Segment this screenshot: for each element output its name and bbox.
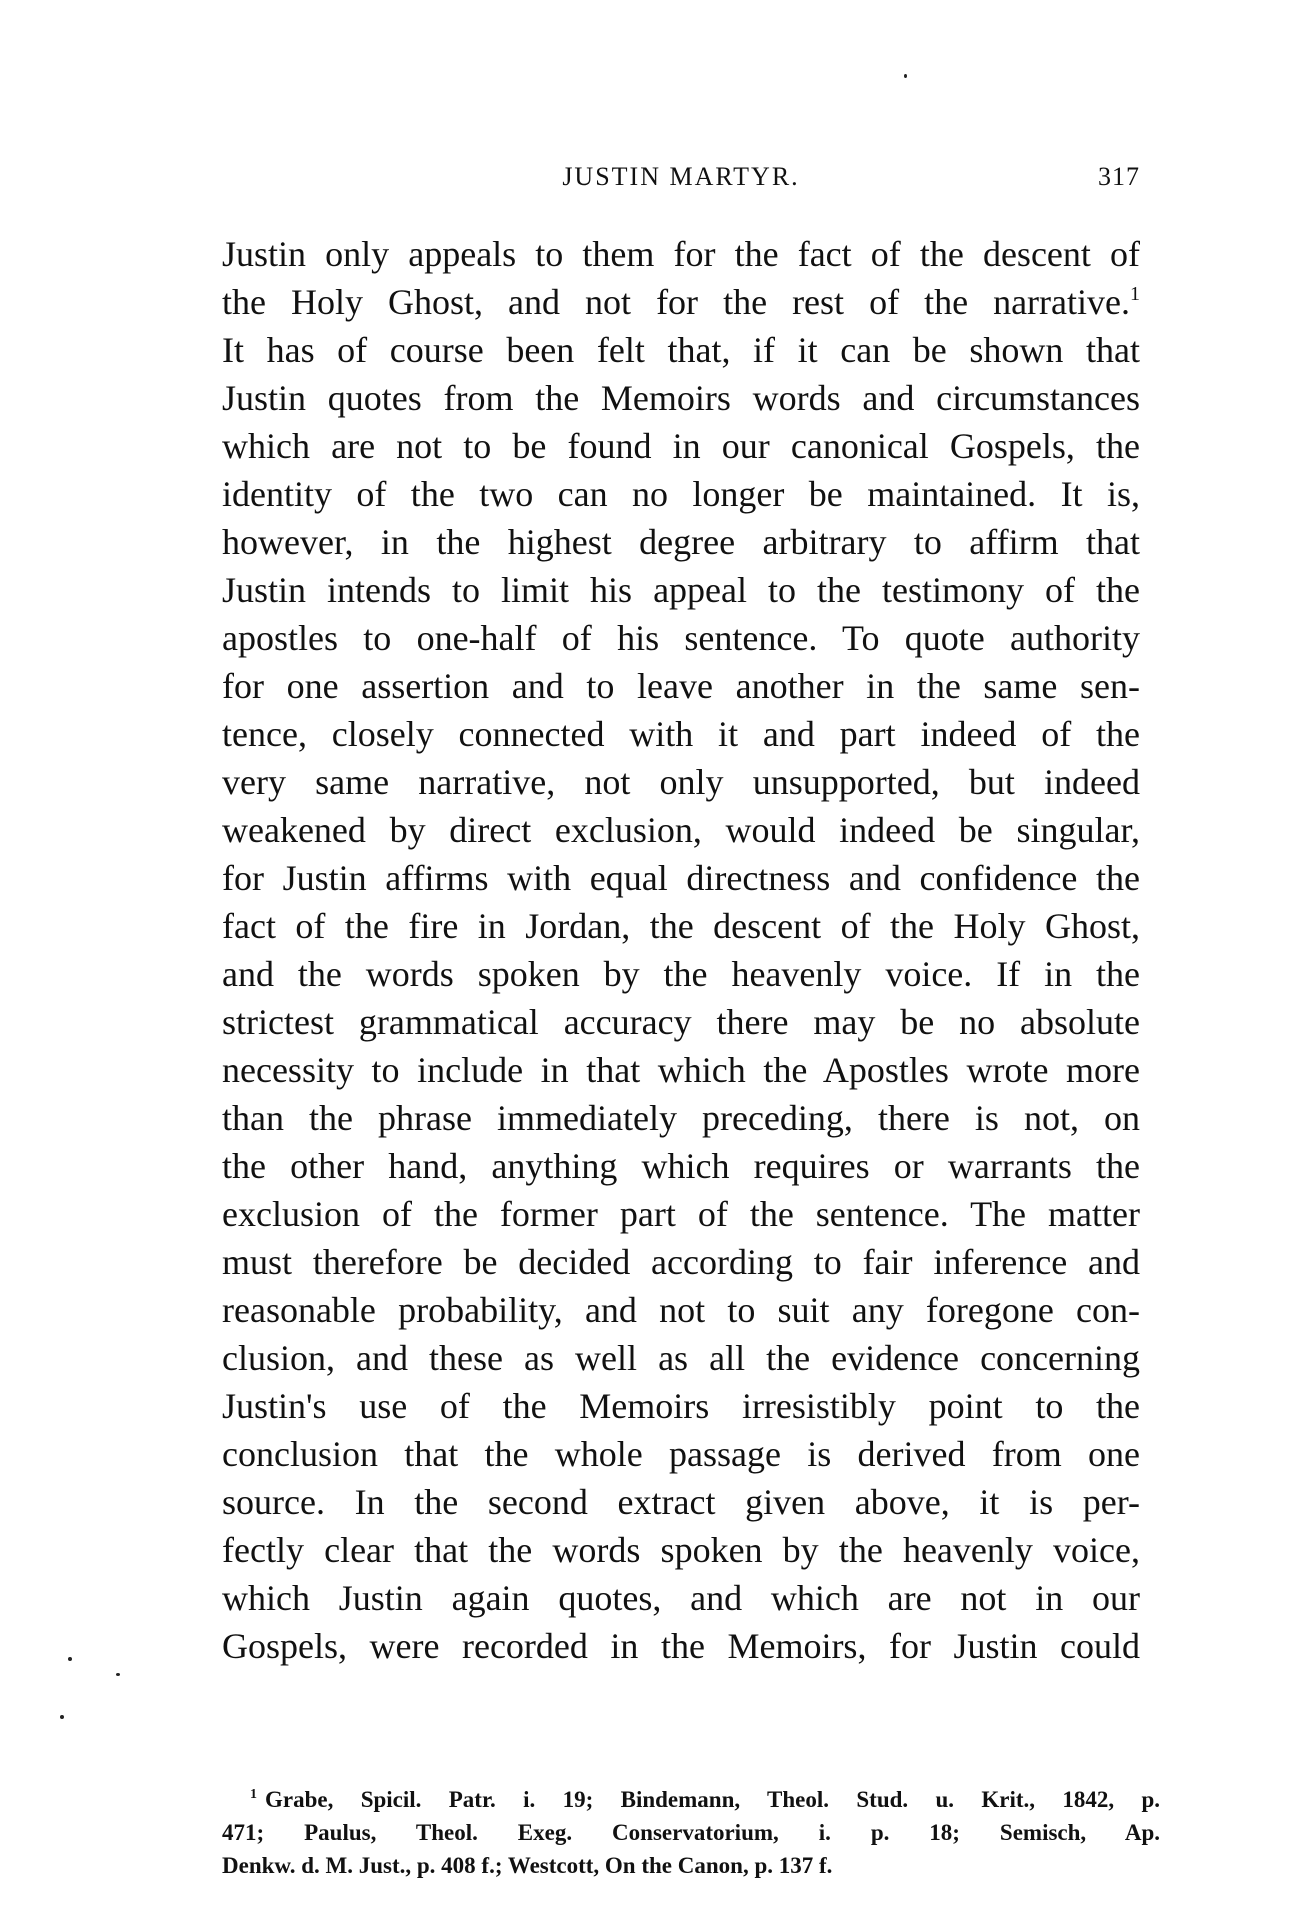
footnote-line (222, 1783, 1160, 1816)
running-title: JUSTIN MARTYR. (562, 162, 800, 191)
text-line: than the phrase immediately preceding, there is not, on (222, 1098, 1140, 1138)
running-head (222, 162, 1140, 202)
text-line: for Justin affirms with equal directness and confidence the (222, 858, 1140, 898)
page-number: 317 (1098, 162, 1140, 191)
body-text (222, 230, 1140, 1670)
scan-speck (116, 1673, 120, 1676)
text-line (222, 278, 1140, 326)
text-line: must therefore be decided according to fair inference and (222, 1242, 1140, 1282)
text-line: necessity to include in that which the Apostles wrote more (222, 1050, 1140, 1090)
footnote-reference: 1 (1130, 283, 1140, 305)
text-line: Justin only appeals to them for the fact of the descent of (222, 234, 1140, 274)
scan-speck (60, 1715, 64, 1719)
text-line: for one assertion and to leave another in the same sen- (222, 666, 1140, 706)
text-line: which Justin again quotes, and which are not in our (222, 1578, 1140, 1618)
text-line-content: the Holy Ghost, and not for the rest of the narrative. (222, 282, 1130, 322)
scan-speck (68, 1657, 72, 1661)
text-line: Justin quotes from the Memoirs words and circumstances (222, 378, 1140, 418)
text-line: reasonable probability, and not to suit any foregone con- (222, 1290, 1140, 1330)
text-line: Justin's use of the Memoirs irresistibly point to the (222, 1386, 1140, 1426)
text-line: apostles to one-half of his sentence. To quote authority (222, 618, 1140, 658)
text-line: fact of the fire in Jordan, the descent of the Holy Ghost, (222, 906, 1140, 946)
text-line: the other hand, anything which requires or warrants the (222, 1146, 1140, 1186)
text-line: exclusion of the former part of the sentence. The matter (222, 1194, 1140, 1234)
text-line: however, in the highest degree arbitrary to affirm that (222, 522, 1140, 562)
text-line: conclusion that the whole passage is derived from one (222, 1434, 1140, 1474)
text-line: identity of the two can no longer be maintained. It is, (222, 474, 1140, 514)
text-line: very same narrative, not only unsupported, but indeed (222, 762, 1140, 802)
text-line: clusion, and these as well as all the evidence concerning (222, 1338, 1140, 1378)
text-line: which are not to be found in our canonical Gospels, the (222, 426, 1140, 466)
text-line: Gospels, were recorded in the Memoirs, for Justin could (222, 1626, 1140, 1666)
text-line: fectly clear that the words spoken by the heavenly voice, (222, 1530, 1140, 1570)
text-line: Justin intends to limit his appeal to the testimony of the (222, 570, 1140, 610)
footnote-line-content: Grabe, Spicil. Patr. i. 19; Bindemann, Theol. Stud. u. Krit., 1842, p. (265, 1787, 1160, 1812)
footnote-line: Denkw. d. M. Just., p. 408 f.; Westcott, On the Canon, p. 137 f. (222, 1853, 833, 1878)
footnote-line: 471; Paulus, Theol. Exeg. Conservatorium, i. p. 18; Semisch, Ap. (222, 1820, 1160, 1845)
text-line: source. In the second extract given above, it is per- (222, 1482, 1140, 1522)
text-line: It has of course been felt that, if it can be shown that (222, 330, 1140, 370)
footnotes (222, 1783, 1160, 1882)
text-line: and the words spoken by the heavenly voice. If in the (222, 954, 1140, 994)
text-line: tence, closely connected with it and part indeed of the (222, 714, 1140, 754)
text-line: weakened by direct exclusion, would indeed be singular, (222, 810, 1140, 850)
text-line: strictest grammatical accuracy there may be no absolute (222, 1002, 1140, 1042)
scan-speck (904, 74, 907, 78)
footnote-marker: 1 (250, 1787, 257, 1802)
